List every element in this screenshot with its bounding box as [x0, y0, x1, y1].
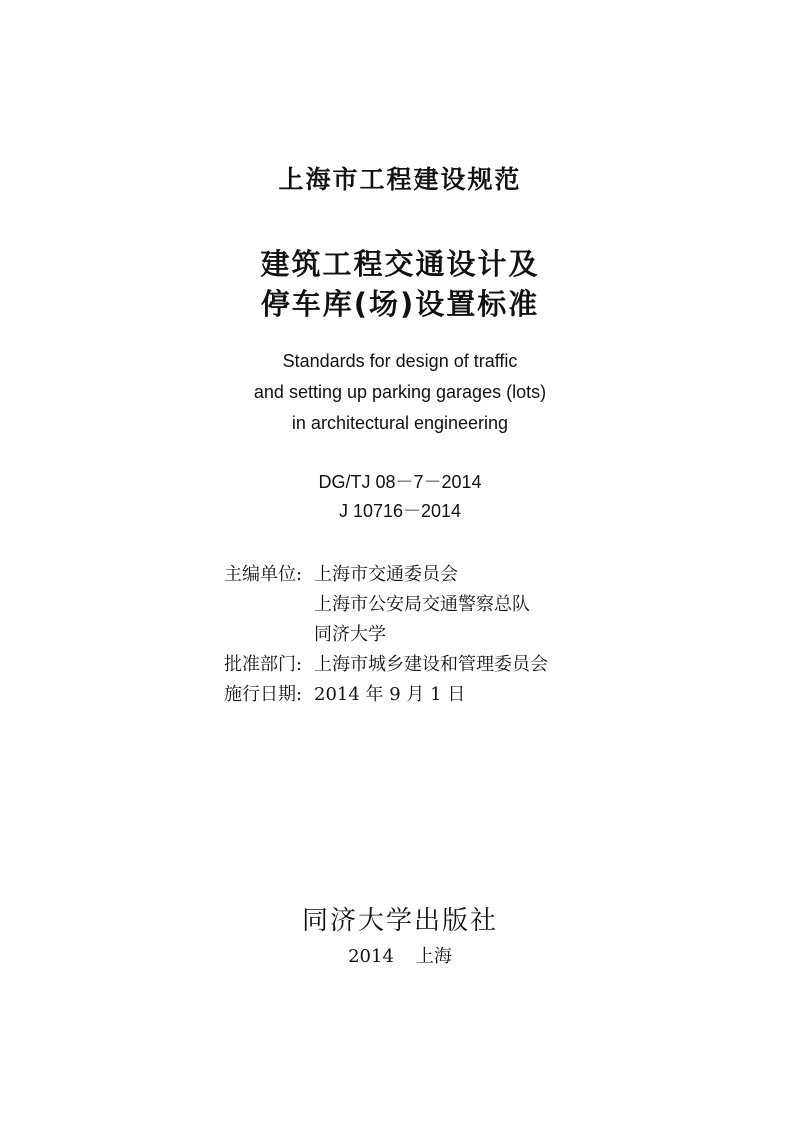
effective-date-row: [224, 680, 764, 710]
standard-title-line-2: 停车库(场)设置标准: [260, 287, 540, 321]
effective-date-label: 施行日期:: [224, 684, 303, 705]
english-title: [0, 346, 800, 439]
chief-editor-1: 上海市交通委员会: [314, 564, 458, 585]
approval-row: [224, 650, 764, 680]
dg-code: DG/TJ 08－7－2014: [318, 472, 482, 492]
english-title-line-3: in architectural engineering: [291, 413, 509, 433]
english-title-line-2: and setting up parking garages (lots): [253, 382, 547, 402]
chief-editor-row: [224, 560, 764, 590]
publication-line: [0, 942, 800, 968]
series-title: 上海市工程建设规范: [278, 165, 522, 194]
chief-editor-3: 同济大学: [314, 624, 386, 645]
standard-title: [0, 244, 800, 324]
publisher-name: 同济大学出版社: [301, 906, 498, 936]
chief-editor-2: 上海市公安局交通警察总队: [314, 594, 530, 615]
publication-year: 2014: [348, 946, 394, 967]
chief-editor-label: 主编单位:: [224, 564, 303, 585]
standard-codes: [0, 468, 800, 526]
english-title-line-1: Standards for design of traffic: [282, 351, 518, 371]
j-code: J 10716－2014: [338, 501, 462, 521]
approval-label: 批准部门:: [224, 654, 303, 675]
effective-date-value: 2014 年 9 月 1 日: [314, 684, 466, 705]
standard-info: [224, 560, 764, 710]
standard-title-line-1: 建筑工程交通设计及: [260, 247, 540, 281]
publication-city: 上海: [415, 946, 452, 967]
approval-value: 上海市城乡建设和管理委员会: [314, 654, 548, 675]
